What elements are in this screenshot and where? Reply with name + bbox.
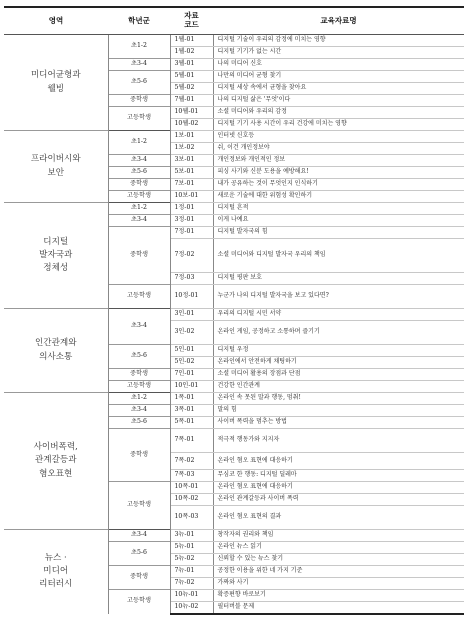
code-cell: 10웰-02 [170, 119, 213, 131]
grade-cell: 중학생 [108, 179, 170, 191]
area-label-line: 혐오표현 [39, 468, 73, 479]
code-cell: 3인-02 [170, 321, 213, 345]
code-cell: 7보-01 [170, 179, 213, 191]
grade-cell: 초3-4 [108, 530, 170, 542]
title-cell: 새로운 기술에 대한 위험성 확인하기 [213, 191, 464, 203]
table-row [4, 530, 464, 542]
title-cell: 확증편향 바로보기 [213, 590, 464, 602]
code-cell: 10폭-02 [170, 494, 213, 506]
title-cell: 디지털 우정 [213, 345, 464, 357]
area-cell [4, 309, 108, 393]
title-cell: 이게 나예요 [213, 215, 464, 227]
grade-cell: 초5-6 [108, 71, 170, 95]
title-cell: 온라인 게임, 공정하고 소통하며 즐기기 [213, 321, 464, 345]
grade-cell: 초3-4 [108, 215, 170, 227]
title-cell: 온라인 관계갈등과 사이버 폭력 [213, 494, 464, 506]
title-cell: 소셜 미디어 활용의 장점과 단점 [213, 369, 464, 381]
grade-cell: 고등학생 [108, 107, 170, 131]
title-cell: 디지털 기기 사용 시간이 우리 건강에 미치는 영향 [213, 119, 464, 131]
title-cell: 온라인 속 못된 말과 행동, 멈춰! [213, 393, 464, 405]
code-cell: 3인-01 [170, 309, 213, 321]
grade-cell: 초3-4 [108, 155, 170, 167]
grade-cell: 중학생 [108, 227, 170, 285]
title-cell: 소셜 미디어와 우리의 감정 [213, 107, 464, 119]
code-cell: 1웰-01 [170, 35, 213, 47]
code-cell: 5뉴-01 [170, 542, 213, 554]
area-cell [4, 131, 108, 203]
code-cell: 7웰-01 [170, 95, 213, 107]
grade-cell: 중학생 [108, 566, 170, 590]
grade-cell: 고등학생 [108, 381, 170, 393]
title-cell: 적극적 행동가와 지지자 [213, 429, 464, 453]
title-cell: 디지털 발자국의 힘 [213, 227, 464, 239]
code-cell: 3폭-01 [170, 405, 213, 417]
grade-cell: 초5-6 [108, 417, 170, 429]
grade-cell: 초5-6 [108, 167, 170, 179]
code-cell: 7정-02 [170, 239, 213, 273]
code-cell: 5웰-02 [170, 83, 213, 95]
area-label-line: 미디어 [43, 566, 69, 577]
area-label-line: 정체성 [43, 263, 69, 274]
title-cell: 나만의 미디어 균형 찾기 [213, 71, 464, 83]
area-label-line: 뉴스 · [44, 552, 67, 563]
area-label-line: 리터러시 [39, 579, 73, 590]
code-cell: 7인-01 [170, 369, 213, 381]
code-cell: 7폭-03 [170, 470, 213, 482]
table-body [4, 35, 464, 614]
table-row [4, 203, 464, 215]
code-cell: 5웰-01 [170, 71, 213, 83]
title-cell: 신뢰할 수 있는 뉴스 찾기 [213, 554, 464, 566]
grade-cell: 고등학생 [108, 191, 170, 203]
title-cell: 온라인에서 안전하게 채팅하기 [213, 357, 464, 369]
area-cell [4, 35, 108, 131]
area-cell [4, 203, 108, 309]
code-cell: 10인-01 [170, 381, 213, 393]
header-code-line2: 코드 [184, 20, 199, 29]
code-cell: 1보-02 [170, 143, 213, 155]
area-label-line: 웰빙 [47, 83, 65, 94]
code-cell: 7정-03 [170, 273, 213, 285]
grade-cell: 초3-4 [108, 309, 170, 345]
title-cell: 디지털 평판 보호 [213, 273, 464, 285]
title-cell: 피싱 사기와 신분 도용을 예방해요! [213, 167, 464, 179]
code-cell: 1보-01 [170, 131, 213, 143]
grade-cell: 초5-6 [108, 542, 170, 566]
code-cell: 3보-01 [170, 155, 213, 167]
code-cell: 7정-01 [170, 227, 213, 239]
title-cell: 소셜 미디어와 디지털 발자국 우리의 책임 [213, 239, 464, 273]
title-cell: 쉬, 이건 개인정보야 [213, 143, 464, 155]
header-code-line1: 자료 [184, 11, 199, 21]
title-cell: 건강한 인간관계 [213, 381, 464, 393]
grade-cell: 고등학생 [108, 285, 170, 309]
area-label-line: 프라이버시와 [30, 154, 81, 165]
grade-cell: 초5-6 [108, 345, 170, 369]
grade-cell: 초3-4 [108, 405, 170, 417]
grade-cell: 초1-2 [108, 131, 170, 155]
title-cell: 나의 디지털 삶은 '무엇'이다 [213, 95, 464, 107]
title-cell: 나의 미디어 신호 [213, 59, 464, 71]
header-row [4, 7, 464, 35]
code-cell: 7폭-02 [170, 453, 213, 470]
grade-cell: 초1-2 [108, 35, 170, 59]
title-cell: 우리의 디지털 시민 서약 [213, 309, 464, 321]
header-title: 교육자료명 [213, 7, 464, 35]
code-cell: 10폭-03 [170, 506, 213, 530]
code-cell: 1웰-02 [170, 47, 213, 59]
title-cell: 인터넷 신호등 [213, 131, 464, 143]
title-cell: 온라인 혐오 표현의 결과 [213, 506, 464, 530]
title-cell: 누군가 나의 디지털 발자국을 보고 있다면? [213, 285, 464, 309]
grade-cell: 초1-2 [108, 393, 170, 405]
title-cell: 디지털 기기가 없는 시간 [213, 47, 464, 59]
code-cell: 3웰-01 [170, 59, 213, 71]
title-cell: 무심코 한 행동: 디지털 딜레마 [213, 470, 464, 482]
title-cell: 온라인 뉴스 읽기 [213, 542, 464, 554]
area-label-line: 디지털 [43, 236, 69, 247]
title-cell: 디지털 흔적 [213, 203, 464, 215]
code-cell: 10정-01 [170, 285, 213, 309]
code-cell: 5인-02 [170, 357, 213, 369]
grade-cell: 중학생 [108, 95, 170, 107]
grade-cell: 중학생 [108, 369, 170, 381]
title-cell: 필터버블 문제 [213, 602, 464, 614]
code-cell: 5인-01 [170, 345, 213, 357]
code-cell: 7뉴-01 [170, 566, 213, 578]
grade-cell: 초1-2 [108, 203, 170, 215]
curriculum-table [4, 6, 464, 615]
title-cell: 내가 공유하는 것이 무엇인지 인식하기 [213, 179, 464, 191]
area-label-line: 의사소통 [39, 351, 73, 362]
area-cell [4, 530, 108, 614]
code-cell: 5보-01 [170, 167, 213, 179]
code-cell: 3뉴-01 [170, 530, 213, 542]
title-cell: 창작자의 권리와 책임 [213, 530, 464, 542]
code-cell: 7뉴-02 [170, 578, 213, 590]
code-cell: 1정-01 [170, 203, 213, 215]
grade-cell: 초3-4 [108, 59, 170, 71]
header-area: 영역 [4, 7, 108, 35]
code-cell: 5폭-01 [170, 417, 213, 429]
title-cell: 온라인 혐오 표현에 대응하기 [213, 482, 464, 494]
area-label-line: 발자국과 [39, 249, 73, 260]
header-grade: 학년군 [108, 7, 170, 35]
grade-cell: 고등학생 [108, 482, 170, 530]
table-row [4, 393, 464, 405]
area-label-line: 관계갈등과 [34, 455, 77, 466]
code-cell: 10뉴-02 [170, 602, 213, 614]
title-cell: 디지털 세상 속에서 균형을 찾아요 [213, 83, 464, 95]
code-cell: 10뉴-01 [170, 590, 213, 602]
title-cell: 말의 힘 [213, 405, 464, 417]
table-row [4, 131, 464, 143]
table-row [4, 35, 464, 47]
title-cell: 개인정보와 개인적인 정보 [213, 155, 464, 167]
title-cell: 온라인 혐오 표현에 대응하기 [213, 453, 464, 470]
code-cell: 10보-01 [170, 191, 213, 203]
grade-cell: 고등학생 [108, 590, 170, 614]
title-cell: 디지털 기술이 우리의 감정에 미치는 영향 [213, 35, 464, 47]
table-header [4, 7, 464, 35]
title-cell: 가짜와 사기 [213, 578, 464, 590]
code-cell: 10웰-01 [170, 107, 213, 119]
table-row [4, 309, 464, 321]
grade-cell: 중학생 [108, 429, 170, 482]
code-cell: 7폭-01 [170, 429, 213, 453]
code-cell: 10폭-01 [170, 482, 213, 494]
title-cell: 공정한 이용을 위한 네 가지 기준 [213, 566, 464, 578]
area-cell [4, 393, 108, 530]
area-label-line: 사이버폭력, [33, 442, 78, 453]
code-cell: 3정-01 [170, 215, 213, 227]
area-label-line: 미디어균형과 [30, 70, 81, 81]
area-label-line: 인간관계와 [34, 338, 77, 349]
title-cell: 사이버 폭력을 멈추는 방법 [213, 417, 464, 429]
area-label-line: 보안 [47, 167, 65, 178]
header-code [170, 7, 213, 35]
code-cell: 1폭-01 [170, 393, 213, 405]
code-cell: 5뉴-02 [170, 554, 213, 566]
